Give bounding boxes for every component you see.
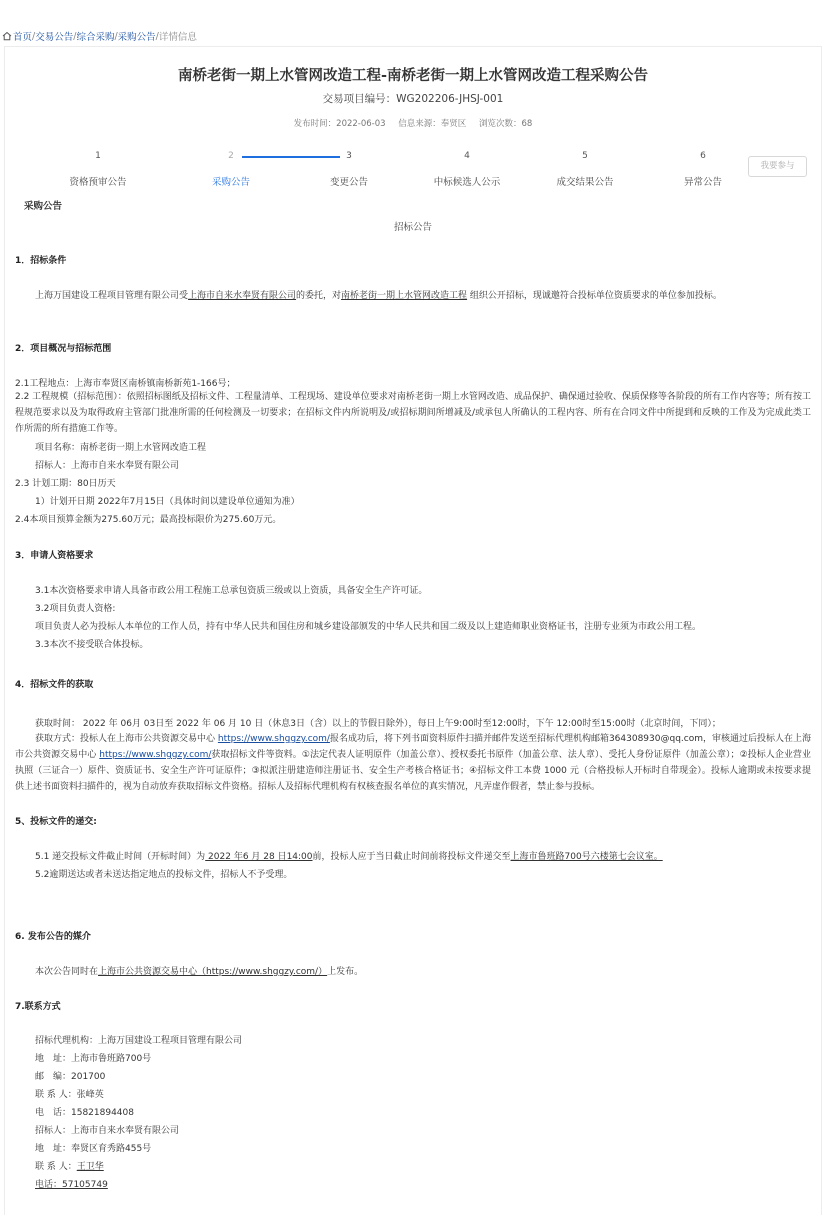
section-1-text: 上海万国建设工程项目管理有限公司受上海市自来水奉贤有限公司的委托，对南桥老街一期上水管网改造工程 组织公开招标，现诚邀符合投标单位资质要求的单位参加投标。	[35, 291, 722, 301]
section-3-line: 项目负责人必为投标人本单位的工作人员，持有中华人民共和国住房和城乡建设部颁发的中华人民共和国二级及以上建造师职业资格证书，注册专业须为市政公用工程。	[35, 622, 702, 632]
view-count: 浏览次数：68	[479, 119, 533, 129]
section-6-line: 本次公告同时在上海市公共资源交易中心（https://www.shggzy.com/）上发布。	[35, 967, 364, 977]
info-source: 信息来源：奉贤区	[398, 119, 467, 129]
step-progress-line	[242, 156, 340, 158]
section-2-line: 1）计划开日期 2022年7月15日（具体时间以建设单位通知为准）	[35, 497, 300, 507]
step-result-notice[interactable]: 成交结果公告	[556, 177, 614, 188]
breadcrumb-item-trade[interactable]: 交易公告	[35, 32, 74, 43]
contact-line: 邮 编：201700	[35, 1072, 106, 1082]
section-4-paragraph: 获取方式：投标人在上海市公共资源交易中心 https://www.shggzy.com/报名成功后，将下列书面资料原件扫描并邮件发送至招标代理机构邮箱364308930@qq.com，审核通过后投标人在上海市公共资源交易中心 https://www.shggzy.com/获取招标文件等资料。①法定代表人证明原件（加盖公章）、授权委托书原件（加盖公章、法人章）、受托人身份证原件（加盖公章）；②投标人企业营业执照（三证合一）原件、资质证书、安全生产许可证原件；③拟派注册建造师注册证书、安全生产考核合格证书；④招标文件工本费 1000 元（合格投标人开标时自带现金）。投标人逾期或未按要求提供上述书面资料扫描件的，视为自动放弃获取招标文件资格。招标人及招标代理机构有权核查报名单位的真实情况，凡弄虚作假者，禁止参与投标。	[15, 734, 811, 792]
breadcrumb-item-notice[interactable]: 采购公告	[117, 32, 156, 43]
section-2-heading: 2．项目概况与招标范围	[15, 344, 112, 354]
contact-line: 招标人：上海市自来水奉贤有限公司	[35, 1126, 180, 1136]
contact-line: 电 话：15821894408	[35, 1108, 134, 1118]
contact-line: 联 系 人：张峰英	[35, 1090, 104, 1100]
section-3-line: 3.2项目负责人资格:	[35, 604, 116, 614]
home-icon[interactable]	[2, 31, 12, 41]
step-number: 5	[582, 151, 588, 161]
section-3-heading: 3．申请人资格要求	[15, 551, 94, 561]
step-number: 6	[700, 151, 706, 161]
section-1-heading: 1．招标条件	[15, 256, 67, 266]
section-2-line: 项目名称：南桥老街一期上水管网改造工程	[35, 443, 207, 453]
section-5-heading: 5、投标文件的递交:	[15, 817, 97, 827]
contact-line: 电话：57105749	[35, 1180, 108, 1190]
step-candidate-notice[interactable]: 中标候选人公示	[433, 177, 501, 188]
section-4-line: 获取时间： 2022 年 06月 03日至 2022 年 06 月 10 日（休息3日（含）以上的节假日除外），每日上午9:00时至12:00时，下午 12:00时至15:00时（北京时间，下同）；	[35, 719, 721, 729]
step-purchase-notice[interactable]: 采购公告	[211, 177, 250, 188]
section-4-heading: 4．招标文件的获取	[15, 680, 94, 690]
section-7-heading: 7.联系方式	[15, 1002, 61, 1012]
breadcrumb-home[interactable]: 首页	[13, 32, 33, 43]
section-2-line: 招标人：上海市自来水奉贤有限公司	[35, 461, 180, 471]
shggzy-link[interactable]: https://www.shggzy.com/	[217, 734, 330, 744]
section-5-line: 5.1 递交投标文件截止时间（开标时间）为 2022 年6 月 28 日14:00前，投标人应于当日截止时间前将投标文件递交至上海市鲁班路700号六楼第七会议室。	[35, 852, 663, 862]
sub-title: 招标公告	[393, 222, 432, 233]
step-change-notice[interactable]: 变更公告	[329, 177, 368, 188]
section-2-scope: 2.2 工程规模（招标范围）：依照招标图纸及招标文件、工程量清单、工程现场、建设单位要求对南桥老街一期上水管网改造、成品保护、确保通过验收、保质保修等各阶段的所有工作内容等；所有按工程规范要求以及为取得政府主管部门批准所需的任何检测及一切要求；在招标文件内所说明及/或招标期间所增减及/或承包人所确认的工程内容、所有在合同文件中所提到和反映的工作及为完成此类工作所需的所有措施工作等。	[15, 392, 811, 434]
contact-line: 地 址：上海市鲁班路700号	[35, 1054, 152, 1064]
breadcrumb: 首页 / 交易公告 / 综合采购 / 采购公告 / 详情信息	[2, 29, 197, 43]
breadcrumb-item-purchase[interactable]: 综合采购	[76, 32, 115, 43]
step-number: 2	[228, 151, 234, 161]
step-number: 4	[464, 151, 470, 161]
meta-info	[0, 117, 826, 129]
contact-line: 招标代理机构：上海万国建设工程项目管理有限公司	[35, 1036, 243, 1046]
join-button[interactable]: 我要参与	[748, 156, 807, 177]
step-prequalification[interactable]: 资格预审公告	[69, 177, 127, 188]
section-label: 采购公告	[24, 201, 63, 212]
step-exception-notice[interactable]: 异常公告	[683, 177, 722, 188]
page-title: 南桥老街一期上水管网改造工程-南桥老街一期上水管网改造工程采购公告	[177, 68, 648, 84]
section-3-line: 3.3本次不接受联合体投标。	[35, 640, 149, 650]
step-number: 1	[95, 151, 101, 161]
section-2-line: 2.3 计划工期：80日历天	[15, 479, 116, 489]
section-5-line: 5.2逾期送达或者未送达指定地点的投标文件，招标人不予受理。	[35, 870, 293, 880]
shggzy-link[interactable]: https://www.shggzy.com/	[99, 750, 212, 760]
section-3-line: 3.1本次资格要求申请人具备市政公用工程施工总承包资质三级或以上资质，具备安全生产许可证。	[35, 586, 428, 596]
contact-line: 联 系 人：王卫华	[35, 1162, 104, 1172]
section-6-heading: 6. 发布公告的媒介	[15, 932, 91, 942]
breadcrumb-current: 详情信息	[158, 32, 197, 43]
section-2-line: 2.4本项目预算金额为275.60万元；最高投标限价为275.60万元。	[15, 515, 282, 525]
section-2-line: 2.1工程地点：上海市奉贤区南桥镇南桥新苑1-166号；	[15, 379, 236, 389]
publish-time: 发布时间：2022-06-03	[293, 119, 386, 129]
step-number: 3	[346, 151, 352, 161]
contact-line: 地 址：奉贤区育秀路455号	[35, 1144, 152, 1154]
project-code: 交易项目编号：WG202206-JHSJ-001	[322, 93, 504, 105]
